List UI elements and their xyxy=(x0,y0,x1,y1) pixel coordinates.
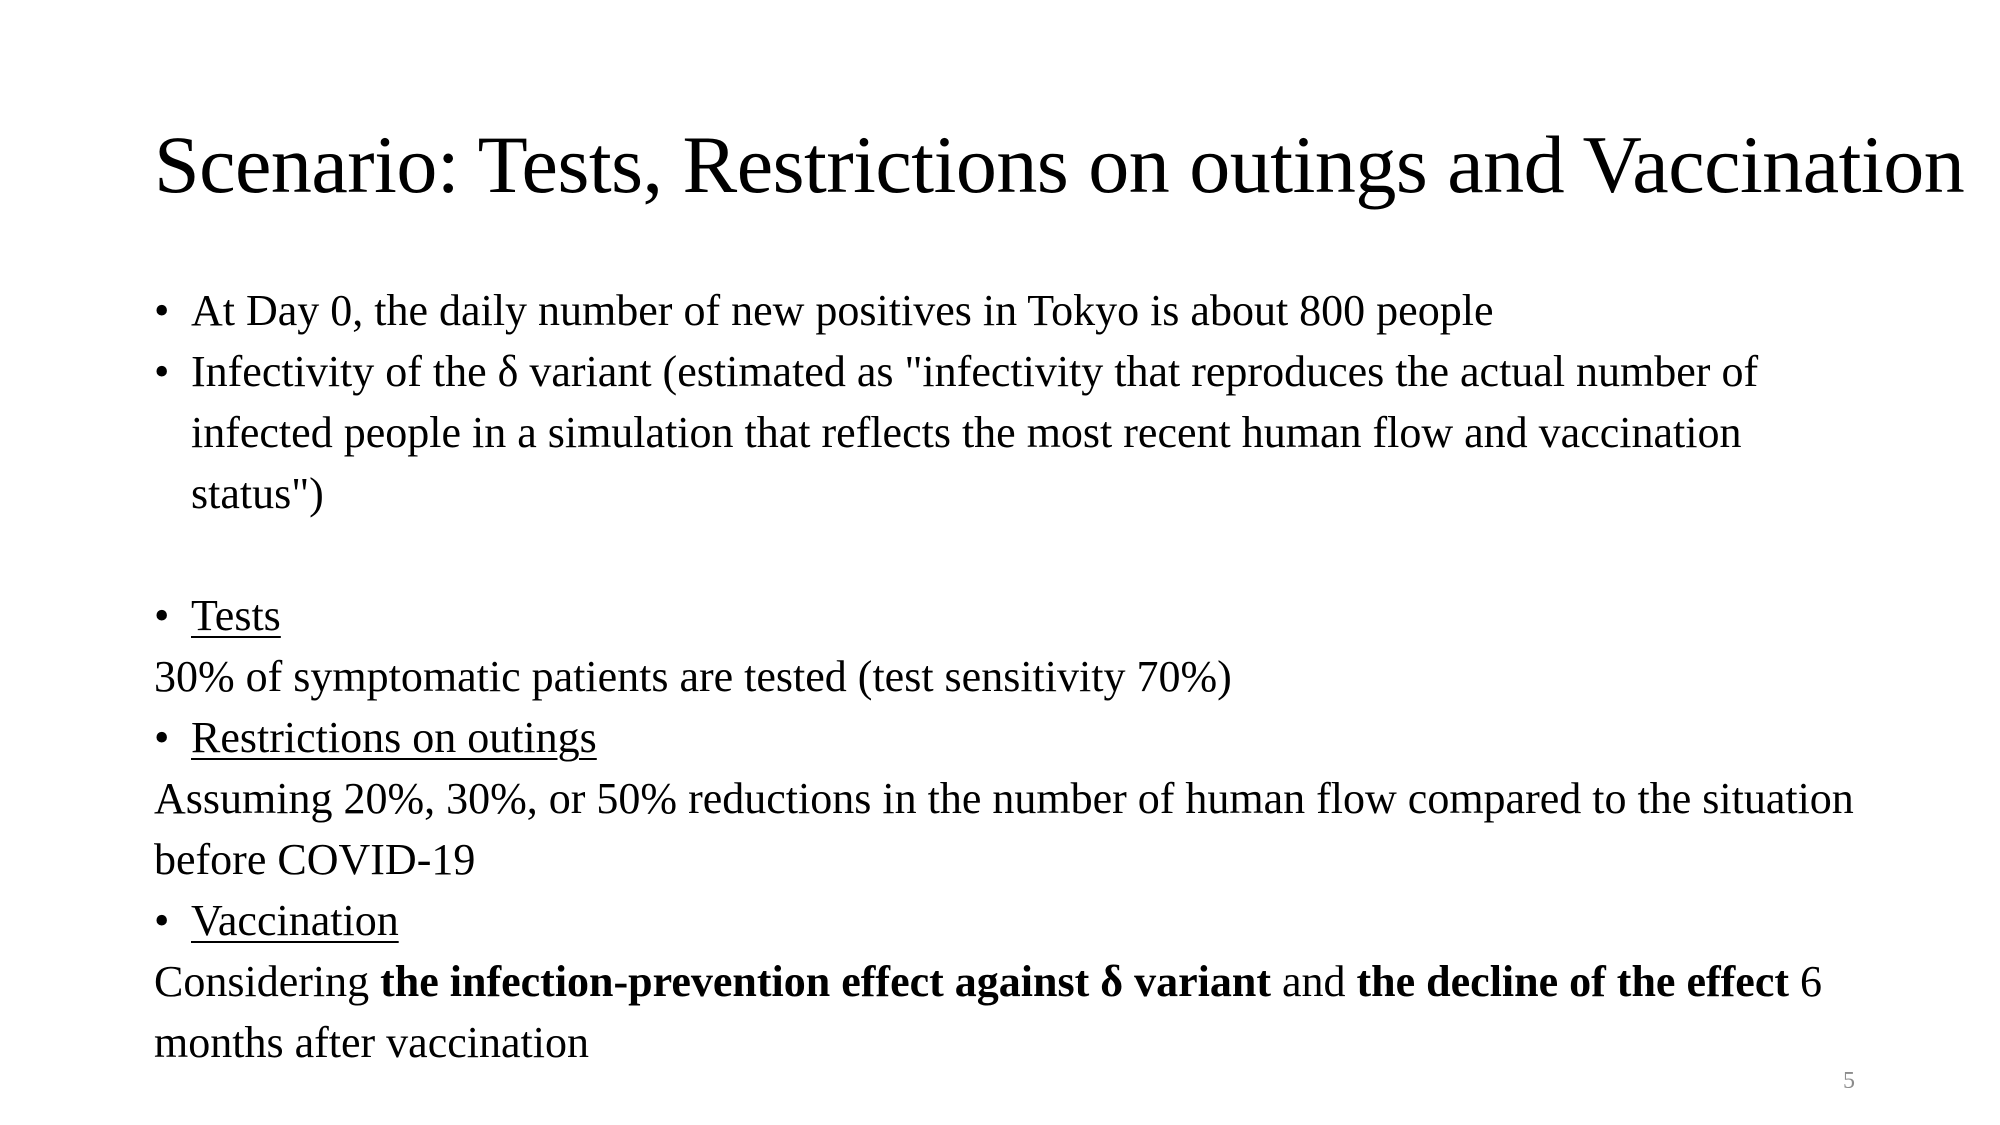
restrictions-heading: Restrictions on outings xyxy=(191,713,597,762)
bullet-infectivity-text: Infectivity of the δ variant (estimated as "infectivity that reproduces the actual number of infected people in a simulation that reflects the most recent human flow and vaccination status") xyxy=(191,347,1759,518)
bullet-restrictions xyxy=(154,707,1854,768)
bullet-dot: • xyxy=(154,713,170,762)
vaccination-text-3: 6 months after vaccination xyxy=(154,957,1822,1067)
page-number: 5 xyxy=(1843,1068,1855,1094)
bullet-day0-text: At Day 0, the daily number of new positives in Tokyo is about 800 people xyxy=(191,286,1494,335)
bullet-vaccination xyxy=(154,890,1854,951)
tests-heading: Tests xyxy=(191,591,281,640)
vaccination-bold-2: the decline of the effect xyxy=(1356,957,1789,1006)
restrictions-text: Assuming 20%, 30%, or 50% reductions in the number of human flow compared to the situation before COVID-19 xyxy=(154,774,1854,884)
vaccination-text-1: Considering xyxy=(154,957,381,1006)
slide-title: Scenario: Tests, Restrictions on outings and Vaccination xyxy=(154,119,1965,210)
vaccination-bold-1: the infection-prevention effect against δ variant xyxy=(380,957,1271,1006)
vaccination-text-2: and xyxy=(1270,957,1357,1006)
tests-text: 30% of symptomatic patients are tested (test sensitivity 70%) xyxy=(154,652,1232,701)
vaccination-heading: Vaccination xyxy=(191,896,399,945)
spacer xyxy=(154,524,1854,585)
vaccination-text xyxy=(154,951,1854,1073)
bullet-dot: • xyxy=(154,591,170,640)
bullet-day0 xyxy=(154,280,1854,341)
bullet-infectivity xyxy=(154,341,1854,524)
slide-body xyxy=(154,280,1854,1073)
bullet-dot: • xyxy=(154,286,170,335)
bullet-dot: • xyxy=(154,896,170,945)
bullet-dot: • xyxy=(154,347,170,396)
bullet-tests xyxy=(154,585,1854,646)
